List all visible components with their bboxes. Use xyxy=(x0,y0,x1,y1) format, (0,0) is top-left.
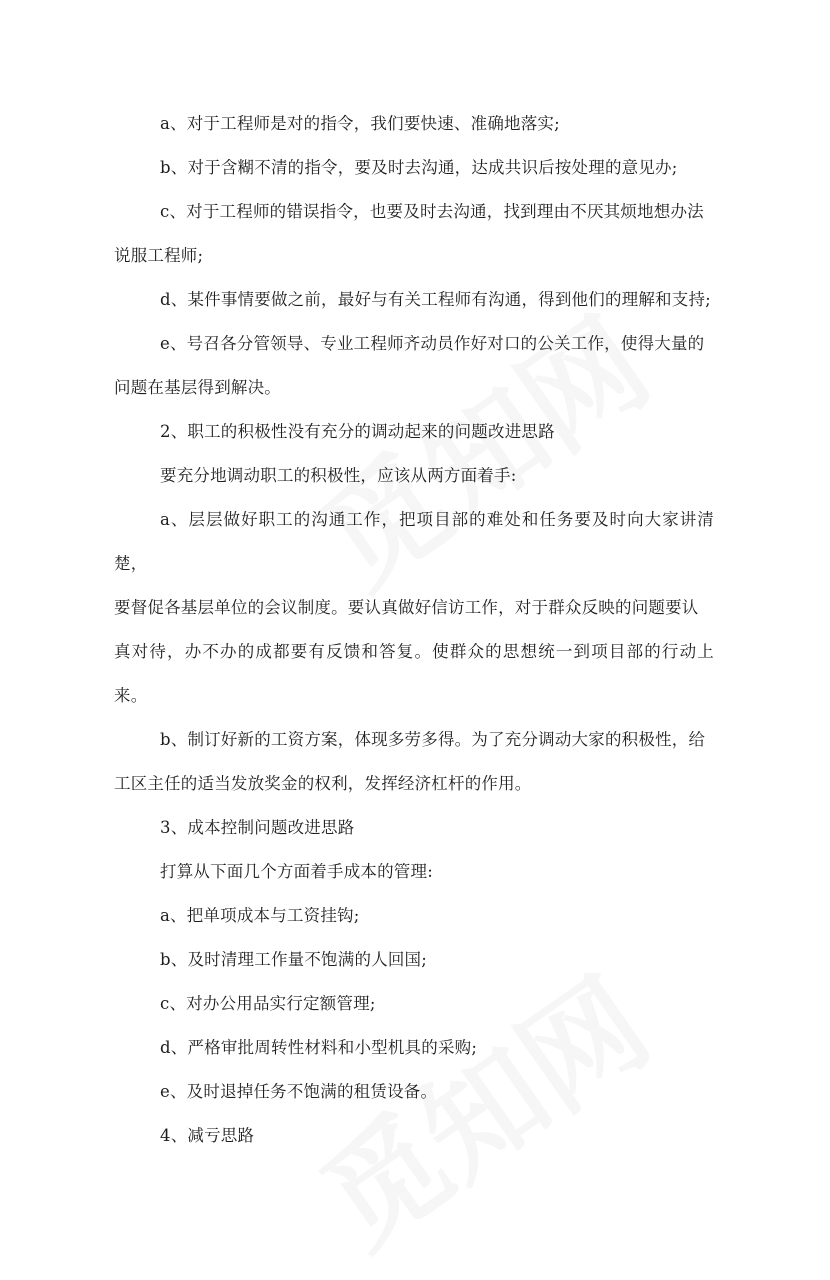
paragraph-e-continuation: 问题在基层得到解决。 xyxy=(114,378,281,397)
list-item-e: e、及时退掉任务不饱满的租赁设备。 xyxy=(160,1082,438,1101)
paragraph-a-continuation-2: 真对待，办不办的成都要有反馈和答复。使群众的思想统一到项目部的行动上来。 xyxy=(114,642,714,705)
list-item-d: d、严格审批周转性材料和小型机具的采购; xyxy=(160,1038,478,1057)
paragraph-d-communicate-first: d、某件事情要做之前，最好与有关工程师有沟通，得到他们的理解和支持; xyxy=(160,290,711,309)
paragraph-cost-intro: 打算从下面几个方面着手成本的管理: xyxy=(160,862,433,881)
paragraph-a-engineer-correct: a、对于工程师是对的指令，我们要快速、准确地落实; xyxy=(160,114,560,133)
paragraph-c-continuation: 说服工程师; xyxy=(114,246,204,265)
document-body xyxy=(114,102,714,1158)
paragraph-b-wage-plan: b、制订好新的工资方案，体现多劳多得。为了充分调动大家的积极性，给 xyxy=(160,730,706,749)
paragraph-c-wrong-instruction: c、对于工程师的错误指令，也要及时去沟通，找到理由不厌其烦地想办法 xyxy=(160,202,704,221)
paragraph-b-ambiguous: b、对于含糊不清的指令，要及时去沟通，达成共识后按处理的意见办; xyxy=(160,158,678,177)
list-item-a: a、把单项成本与工资挂钩; xyxy=(160,906,360,925)
paragraph-e-public-relations: e、号召各分管领导、专业工程师齐动员作好对口的公关工作，使得大量的 xyxy=(160,334,705,353)
paragraph-motivation-intro: 要充分地调动职工的积极性，应该从两方面着手: xyxy=(160,466,517,485)
paragraph-a-communication: a、层层做好职工的沟通工作，把项目部的难处和任务要及时向大家讲清楚， xyxy=(114,510,714,573)
section-heading-3: 3、成本控制问题改进思路 xyxy=(160,818,355,837)
section-heading-2: 2、职工的积极性没有充分的调动起来的问题改进思路 xyxy=(160,422,555,441)
list-item-c: c、对办公用品实行定额管理; xyxy=(160,994,376,1013)
paragraph-a-continuation-1: 要督促各基层单位的会议制度。要认真做好信访工作，对于群众反映的问题要认 xyxy=(114,598,699,617)
paragraph-b-continuation: 工区主任的适当发放奖金的权利，发挥经济杠杆的作用。 xyxy=(114,774,532,793)
section-heading-4: 4、减亏思路 xyxy=(160,1126,255,1145)
list-item-b: b、及时清理工作量不饱满的人回国; xyxy=(160,950,428,969)
